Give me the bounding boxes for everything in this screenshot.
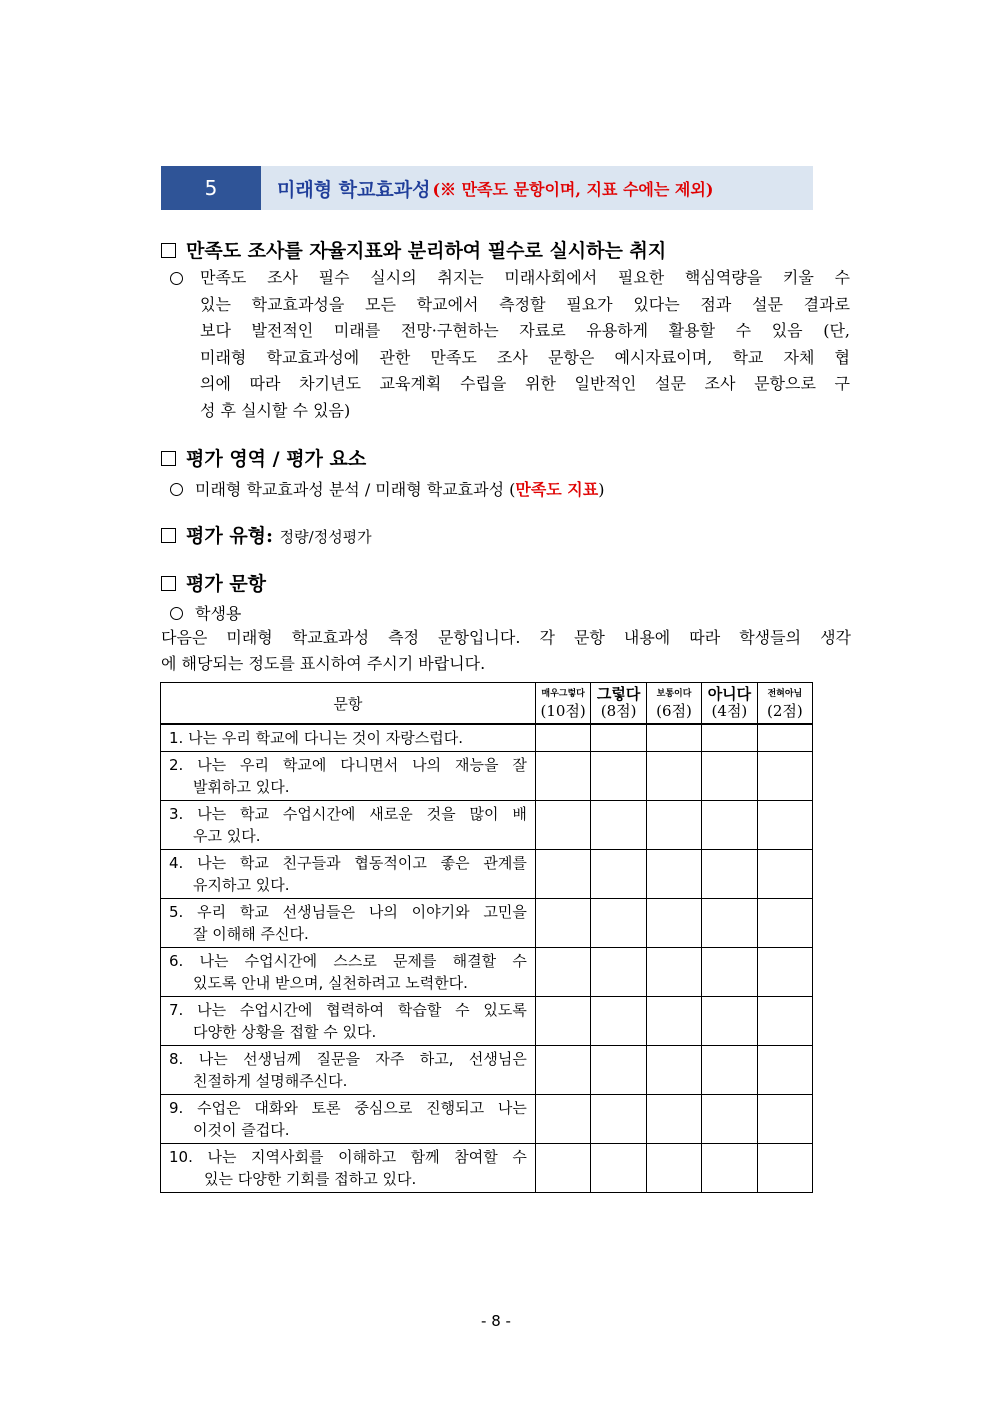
purpose-line: 성 후 실시할 수 있음) [200, 400, 351, 420]
heading-evaluation-area [161, 444, 366, 471]
answer-cell[interactable] [591, 724, 647, 752]
answer-cell[interactable] [757, 1095, 812, 1144]
question-text: 우고 있다. [193, 827, 261, 845]
answer-cell[interactable] [702, 1095, 758, 1144]
intro-line: 다음은 미래형 학교효과성 측정 문항입니다. 각 문항 내용에 따라 학생들의 생각 [161, 628, 851, 647]
heading-evaluation-type-text: 평가 유형: [186, 525, 274, 547]
evaluation-type-value: 정량/정성평가 [279, 528, 372, 546]
question-text: 7. 나는 수업시간에 협력하여 학습할 수 있도록 [169, 1001, 527, 1019]
question-cell [161, 850, 536, 899]
table-row [161, 752, 813, 801]
survey-intro [161, 625, 851, 677]
answer-cell[interactable] [646, 850, 701, 899]
table-row [161, 801, 813, 850]
heading-purpose [161, 236, 666, 263]
table-row [161, 724, 813, 752]
answer-cell[interactable] [646, 1046, 701, 1095]
answer-cell[interactable] [591, 899, 647, 948]
evaluation-area-close: ) [598, 480, 605, 499]
answer-cell[interactable] [535, 899, 591, 948]
answer-cell[interactable] [535, 997, 591, 1046]
answer-cell[interactable] [535, 1046, 591, 1095]
student-bullet [170, 601, 241, 624]
purpose-line: 만족도 조사 필수 실시의 취지는 미래사회에서 필요한 핵심역량을 키울 수 [200, 268, 850, 287]
circle-bullet-icon [170, 483, 183, 496]
student-label: 학생용 [195, 604, 242, 623]
answer-cell[interactable] [646, 801, 701, 850]
answer-cell[interactable] [646, 997, 701, 1046]
answer-cell[interactable] [591, 850, 647, 899]
table-header-row [161, 683, 813, 725]
scale-label: 보통이다 [656, 689, 692, 699]
question-cell [161, 724, 536, 752]
answer-cell[interactable] [702, 1046, 758, 1095]
question-cell [161, 1144, 536, 1193]
question-text: 6. 나는 수업시간에 스스로 문제를 해결할 수 [169, 952, 527, 970]
circle-bullet-icon [170, 607, 183, 620]
answer-cell[interactable] [535, 724, 591, 752]
survey-table [160, 682, 813, 1193]
scale-header [535, 683, 591, 725]
table-row [161, 850, 813, 899]
answer-cell[interactable] [702, 724, 758, 752]
checkbox-square-icon [161, 576, 176, 591]
answer-cell[interactable] [646, 1144, 701, 1193]
question-text: 3. 나는 학교 수업시간에 새로운 것을 많이 배 [169, 805, 527, 823]
question-text: 10. 나는 지역사회를 이해하고 함께 참여할 수 [169, 1148, 527, 1166]
answer-cell[interactable] [591, 948, 647, 997]
purpose-line: 보다 발전적인 미래를 전망·구현하는 자료로 유용하게 활용할 수 있음 (단, [200, 321, 850, 340]
satisfaction-indicator-highlight: 만족도 지표 [515, 480, 599, 499]
scale-header [646, 683, 701, 725]
question-cell [161, 948, 536, 997]
question-cell [161, 752, 536, 801]
scale-points: (8점) [600, 702, 637, 720]
evaluation-area-text: 미래형 학교효과성 분석 / 미래형 학교효과성 ( [195, 480, 516, 499]
answer-cell[interactable] [646, 948, 701, 997]
scale-label: 아니다 [707, 685, 752, 703]
scale-header [591, 683, 647, 725]
section-number: 5 [161, 166, 261, 210]
answer-cell[interactable] [591, 1144, 647, 1193]
answer-cell[interactable] [757, 948, 812, 997]
answer-cell[interactable] [702, 1144, 758, 1193]
scale-label: 매우그렇다 [541, 689, 585, 699]
purpose-line: 미래형 학교효과성에 관한 만족도 조사 문항은 예시자료이며, 학교 자체 협 [200, 347, 850, 367]
question-cell [161, 997, 536, 1046]
answer-cell[interactable] [591, 997, 647, 1046]
answer-cell[interactable] [646, 724, 701, 752]
question-cell [161, 899, 536, 948]
purpose-line: 있는 학교효과성을 모든 학교에서 측정할 필요가 있다는 점과 설문 결과로 [200, 294, 850, 314]
section-title: 미래형 학교효과성 [277, 178, 431, 201]
scale-header [702, 683, 758, 725]
table-row [161, 948, 813, 997]
table-row [161, 1095, 813, 1144]
heading-evaluation-area-text: 평가 영역 / 평가 요소 [186, 448, 367, 470]
heading-evaluation-type [161, 521, 372, 548]
scale-points: (4점) [711, 702, 748, 720]
table-row [161, 899, 813, 948]
table-row [161, 997, 813, 1046]
answer-cell[interactable] [535, 850, 591, 899]
answer-cell[interactable] [646, 1095, 701, 1144]
answer-cell[interactable] [591, 1095, 647, 1144]
answer-cell[interactable] [535, 1144, 591, 1193]
question-cell [161, 801, 536, 850]
section-title-box [261, 166, 813, 210]
scale-label: 전혀아님 [767, 689, 803, 699]
answer-cell[interactable] [535, 948, 591, 997]
answer-cell[interactable] [646, 752, 701, 801]
question-text: 있도록 안내 받으며, 실천하려고 노력한다. [193, 974, 468, 992]
question-cell [161, 1046, 536, 1095]
question-text: 8. 나는 선생님께 질문을 자주 하고, 선생님은 [169, 1050, 527, 1068]
section-header-bar [161, 166, 813, 210]
scale-header [757, 683, 812, 725]
evaluation-area-bullet [170, 477, 604, 500]
table-row [161, 1144, 813, 1193]
question-text: 1. 나는 우리 학교에 다니는 것이 자랑스럽다. [169, 729, 464, 747]
answer-cell[interactable] [591, 1046, 647, 1095]
answer-cell[interactable] [702, 801, 758, 850]
question-text: 이것이 즐겁다. [193, 1121, 290, 1139]
page-number: - 8 - [481, 1312, 511, 1330]
answer-cell[interactable] [591, 752, 647, 801]
question-text: 5. 우리 학교 선생님들은 나의 이야기와 고민을 [169, 903, 527, 921]
question-text: 발휘하고 있다. [193, 778, 290, 796]
question-text: 유지하고 있다. [193, 876, 290, 894]
answer-cell[interactable] [535, 1095, 591, 1144]
checkbox-square-icon [161, 451, 176, 466]
answer-cell[interactable] [757, 899, 812, 948]
answer-cell[interactable] [702, 850, 758, 899]
intro-line: 에 해당되는 정도를 표시하여 주시기 바랍니다. [161, 654, 486, 673]
heading-purpose-text: 만족도 조사를 자율지표와 분리하여 필수로 실시하는 취지 [186, 240, 667, 262]
answer-cell[interactable] [646, 899, 701, 948]
heading-evaluation-items [161, 569, 266, 596]
answer-cell[interactable] [757, 752, 812, 801]
heading-evaluation-items-text: 평가 문항 [186, 573, 267, 595]
question-text: 2. 나는 우리 학교에 다니면서 나의 재능을 잘 [169, 756, 527, 774]
answer-cell[interactable] [757, 801, 812, 850]
scale-label: 그렇다 [596, 685, 641, 703]
section-note: (※ 만족도 문항이며, 지표 수에는 제외) [432, 179, 714, 199]
question-text: 있는 다양한 기회를 접하고 있다. [204, 1170, 417, 1188]
answer-cell[interactable] [757, 724, 812, 752]
question-text: 잘 이해해 주신다. [193, 925, 309, 943]
question-text: 9. 수업은 대화와 토론 중심으로 진행되고 나는 [169, 1099, 527, 1117]
question-cell [161, 1095, 536, 1144]
purpose-line: 의에 따라 차기년도 교육계획 수립을 위한 일반적인 설문 조사 문항으로 구 [200, 374, 850, 393]
checkbox-square-icon [161, 528, 176, 543]
answer-cell[interactable] [702, 948, 758, 997]
question-text: 친절하게 설명해주신다. [193, 1072, 348, 1090]
answer-cell[interactable] [757, 850, 812, 899]
answer-cell[interactable] [535, 801, 591, 850]
question-text: 4. 나는 학교 친구들과 협동적이고 좋은 관계를 [169, 854, 527, 872]
answer-cell[interactable] [591, 801, 647, 850]
purpose-paragraph [170, 265, 850, 424]
scale-points: (2점) [766, 702, 803, 720]
answer-cell[interactable] [535, 752, 591, 801]
scale-points: (6점) [656, 702, 692, 720]
answer-cell[interactable] [757, 997, 812, 1046]
answer-cell[interactable] [702, 899, 758, 948]
question-text: 다양한 상황을 접할 수 있다. [193, 1023, 377, 1041]
answer-cell[interactable] [757, 1144, 812, 1193]
checkbox-square-icon [161, 243, 176, 258]
answer-cell[interactable] [702, 752, 758, 801]
table-row [161, 1046, 813, 1095]
scale-points: (10점) [540, 702, 586, 720]
answer-cell[interactable] [757, 1046, 812, 1095]
answer-cell[interactable] [702, 997, 758, 1046]
question-column-header: 문항 [161, 683, 536, 725]
